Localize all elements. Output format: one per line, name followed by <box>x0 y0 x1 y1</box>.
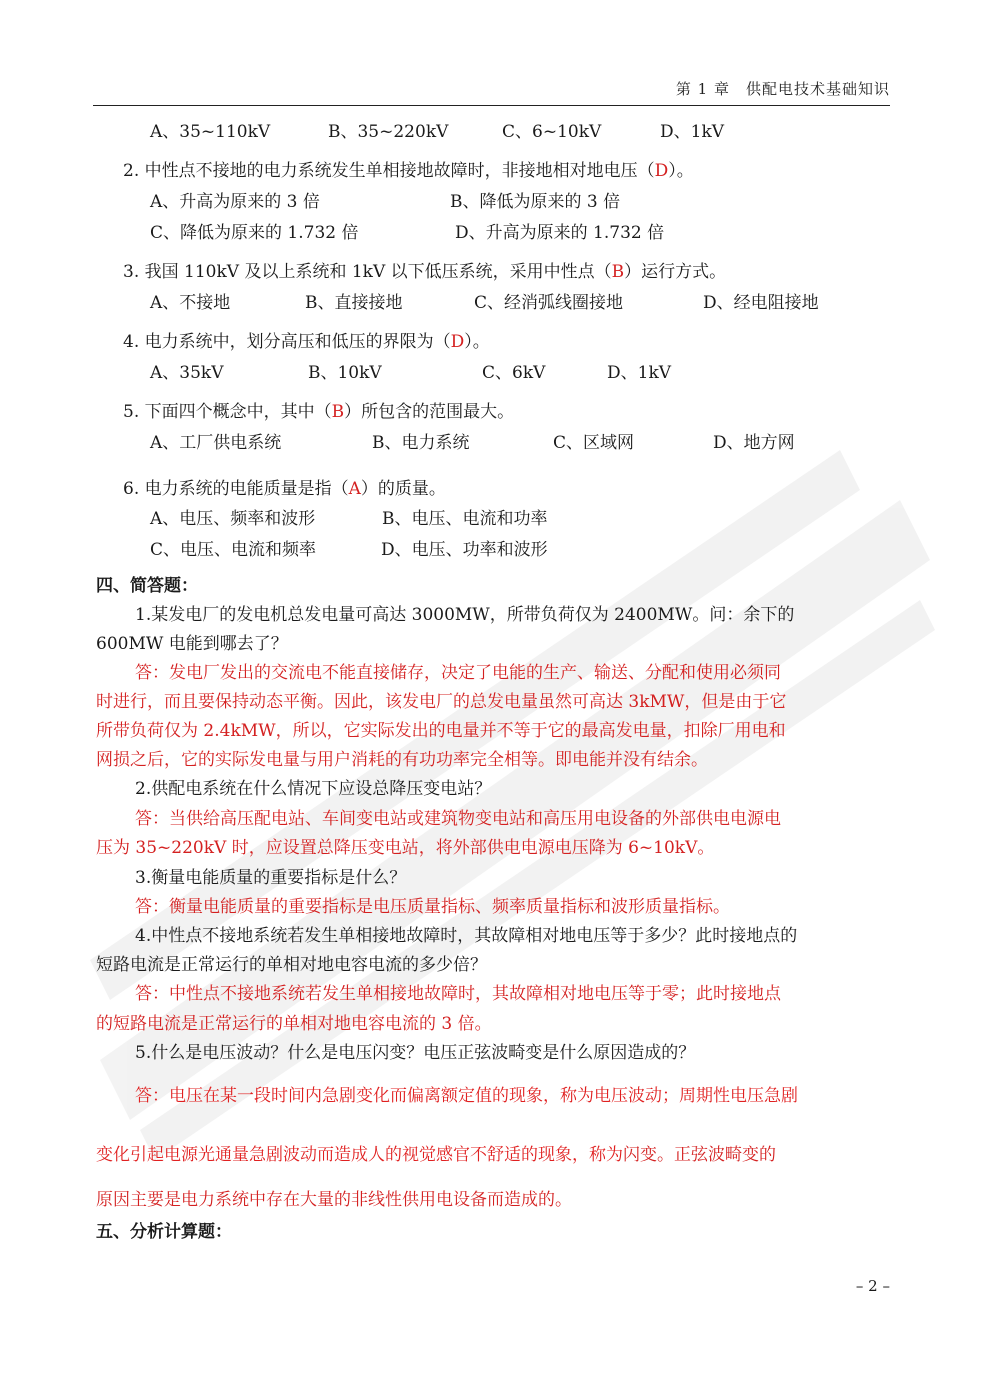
q5-option-a: A、工厂供电系统 <box>150 433 282 453</box>
q5-option-d: D、地方网 <box>713 433 795 453</box>
s5-answer-line1: 答：电压在某一段时间内急剧变化而偏离额定值的现象，称为电压波动；周期性电压急剧 <box>135 1086 798 1106</box>
s5-question: 5.什么是电压波动？什么是电压闪变？电压正弦波畸变是什么原因造成的？ <box>135 1043 696 1063</box>
question-6: 6. 电力系统的电能质量是指（A）的质量。 <box>123 479 446 499</box>
s4-question-line1: 4.中性点不接地系统若发生单相接地故障时，其故障相对地电压等于多少？此时接地点的 <box>135 926 798 946</box>
q3-option-a: A、不接地 <box>150 293 231 313</box>
q3-answer: B <box>611 262 625 282</box>
q3-option-b: B、直接接地 <box>305 293 403 313</box>
q6-option-b: B、电压、电流和功率 <box>382 509 548 529</box>
q6-option-d: D、电压、功率和波形 <box>381 540 548 560</box>
q4-option-a: A、35kV <box>150 363 224 383</box>
q6-option-a: A、电压、频率和波形 <box>150 509 316 529</box>
q1-option-b: B、35~220kV <box>328 122 449 142</box>
chapter-title: 第 1 章 供配电技术基础知识 <box>675 80 890 98</box>
section-heading-calculation: 五、分析计算题： <box>96 1222 232 1242</box>
q5-option-c: C、区域网 <box>553 433 635 453</box>
s2-answer-line1: 答：当供给高压配电站、车间变电站或建筑物变电站和高压用电设备的外部供电电源电 <box>135 809 781 829</box>
section-heading-short-answer: 四、简答题： <box>96 576 198 596</box>
q2-option-b: B、降低为原来的 3 倍 <box>450 192 621 212</box>
s2-question: 2.供配电系统在什么情况下应设总降压变电站？ <box>135 779 492 799</box>
q5-answer: B <box>331 402 345 422</box>
q1-option-d: D、1kV <box>660 122 725 142</box>
s4-answer-line2: 的短路电流是正常运行的单相对地电容电流的 3 倍。 <box>96 1014 492 1034</box>
s1-answer-line4: 网损之后，它的实际发电量与用户消耗的有功功率完全相等。即电能并没有结余。 <box>96 750 708 770</box>
q5-option-b: B、电力系统 <box>372 433 470 453</box>
q4-answer: D <box>450 332 465 352</box>
q2-option-c: C、降低为原来的 1.732 倍 <box>150 223 359 243</box>
s2-answer-line2: 压为 35~220kV 时，应设置总降压变电站，将外部供电电源电压降为 6~10kV。 <box>96 838 715 858</box>
q3-option-d: D、经电阻接地 <box>703 293 819 313</box>
s4-answer-line1: 答：中性点不接地系统若发生单相接地故障时，其故障相对地电压等于零；此时接地点 <box>135 984 781 1004</box>
s1-answer-line3: 所带负荷仅为 2.4kMW，所以，它实际发出的电量并不等于它的最高发电量，扣除厂用电和 <box>96 721 786 741</box>
s1-question-line2: 600MW 电能到哪去了？ <box>96 634 288 654</box>
q2-option-d: D、升高为原来的 1.732 倍 <box>455 223 665 243</box>
q4-option-b: B、10kV <box>308 363 382 383</box>
q2-option-a: A、升高为原来的 3 倍 <box>150 192 320 212</box>
q1-option-c: C、6~10kV <box>502 122 602 142</box>
s5-answer-line3: 原因主要是电力系统中存在大量的非线性供用电设备而造成的。 <box>96 1190 572 1210</box>
page-header <box>93 78 890 106</box>
s1-answer-line2: 时进行，而且要保持动态平衡。因此，该发电厂的总发电量虽然可高达 3kMW，但是由于它 <box>96 692 787 712</box>
s4-question-line2: 短路电流是正常运行的单相对地电容电流的多少倍？ <box>96 955 487 975</box>
q2-answer: D <box>654 161 669 181</box>
q4-option-c: C、6kV <box>482 363 546 383</box>
question-3: 3. 我国 110kV 及以上系统和 1kV 以下低压系统，采用中性点（B）运行方式。 <box>123 262 727 282</box>
s5-answer-line2: 变化引起电源光通量急剧波动而造成人的视觉感官不舒适的现象，称为闪变。正弦波畸变的 <box>96 1145 776 1165</box>
q6-option-c: C、电压、电流和频率 <box>150 540 317 560</box>
s1-answer-line1: 答：发电厂发出的交流电不能直接储存，决定了电能的生产、输送、分配和使用必须同 <box>135 663 781 683</box>
question-4: 4. 电力系统中，划分高压和低压的界限为（D）。 <box>123 332 490 352</box>
s3-question: 3.衡量电能质量的重要指标是什么？ <box>135 868 407 888</box>
s3-answer: 答：衡量电能质量的重要指标是电压质量指标、频率质量指标和波形质量指标。 <box>135 897 730 917</box>
q4-option-d: D、1kV <box>607 363 672 383</box>
s1-question-line1: 1.某发电厂的发电机总发电量可高达 3000MW，所带负荷仅为 2400MW。问：余下的 <box>135 605 795 625</box>
question-5: 5. 下面四个概念中，其中（B）所包含的范围最大。 <box>123 402 515 422</box>
q3-option-c: C、经消弧线圈接地 <box>474 293 624 313</box>
q1-option-a: A、35~110kV <box>150 122 271 142</box>
page-number: – 2 – <box>855 1277 890 1295</box>
q6-answer: A <box>348 479 361 499</box>
question-2: 2. 中性点不接地的电力系统发生单相接地故障时，非接地相对地电压（D）。 <box>123 161 694 181</box>
